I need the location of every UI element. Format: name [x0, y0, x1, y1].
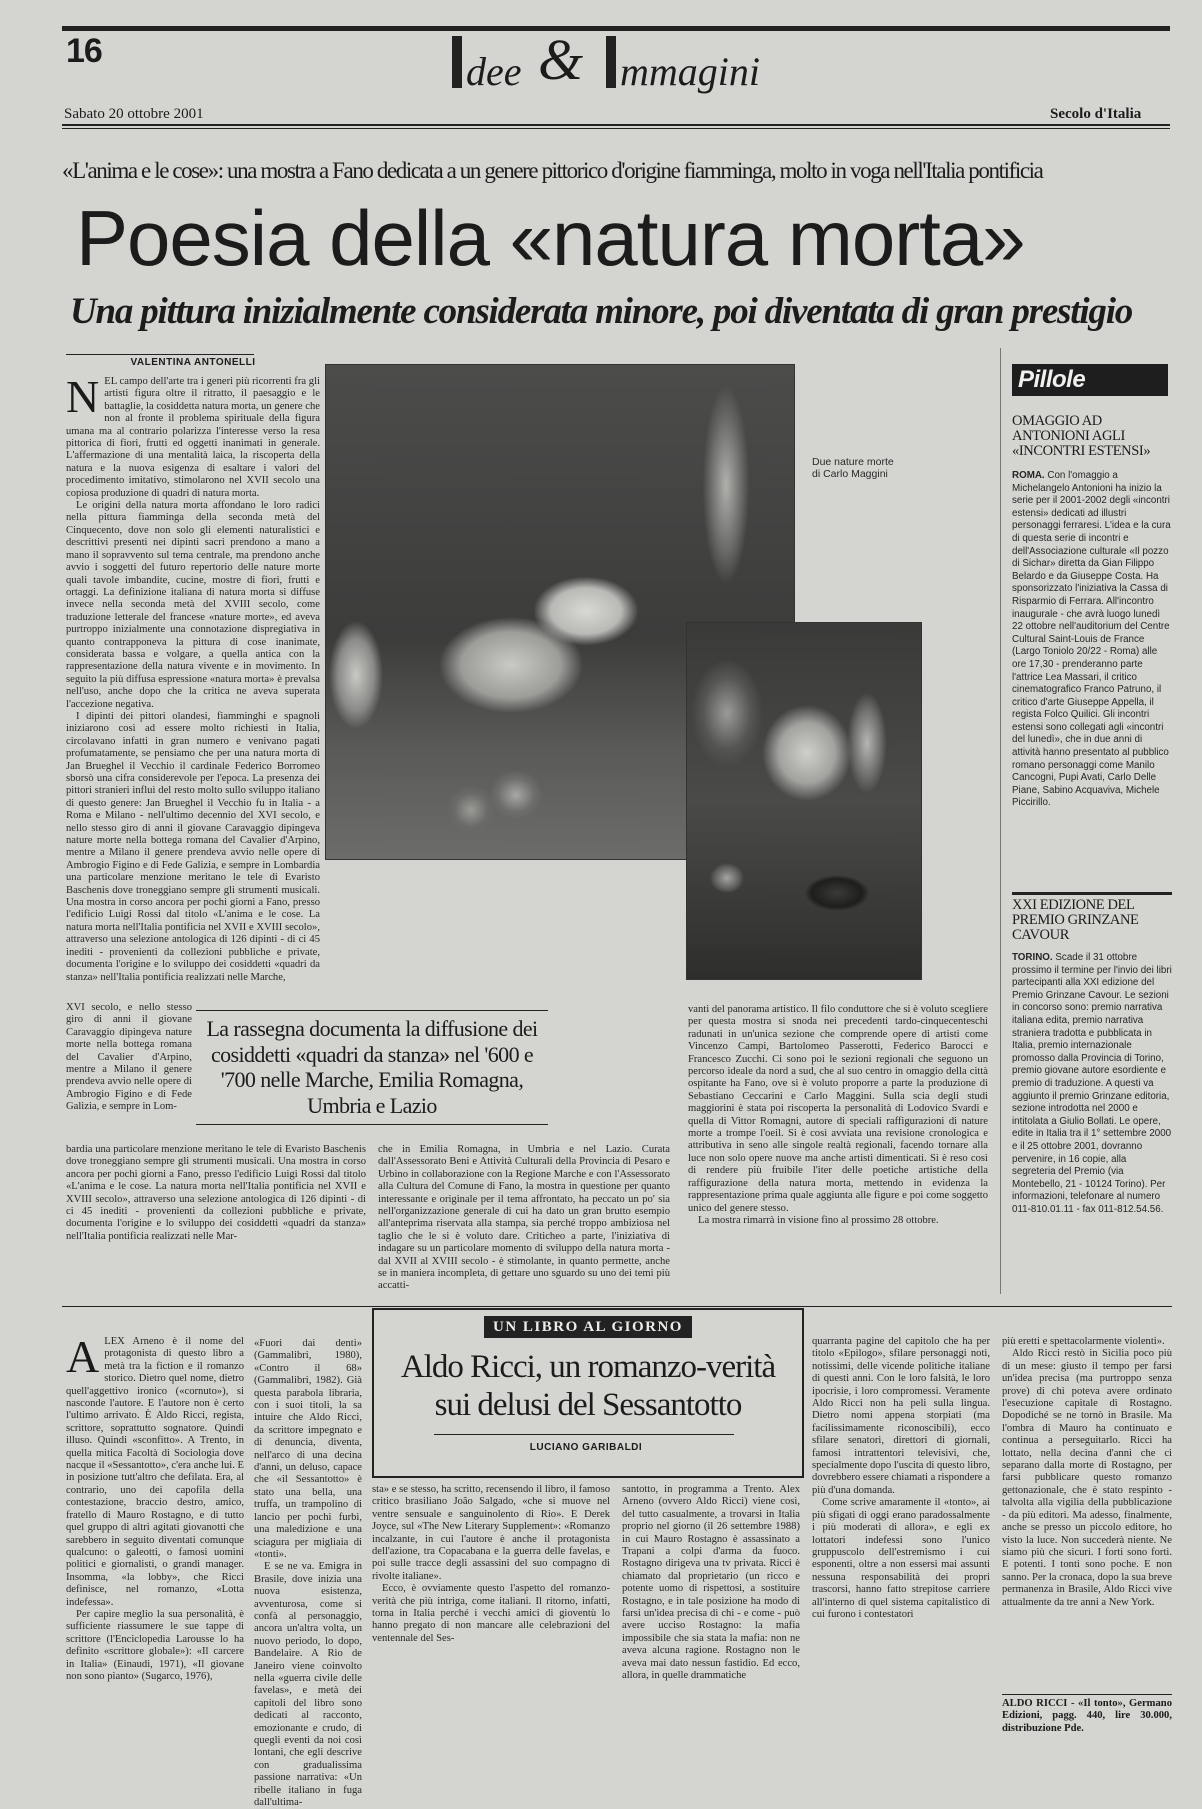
book-column-6-p2: Aldo Ricci restò in Sicilia poco più di un mese: giusto il tempo per farsi un'idea precisa (ma purtroppo senza prove) di chi poteva avere ordinato l'esecuzione capitale di Rostagno. Dopodiché se ne tornò in Brasile. Ma l'ombra di Mauro ha continuato e continua a perseguitarlo. Ricci ha lottato, nella decina d'anni che ci separano dalla morte di Rostagno, per farsi pubblicare questo romanzo gettonazionale, che è stato respinto - talvolta alla vigilia della pubblicazione - da più editori. Ma adesso, finalmente, anche se presso un piccolo editore, ho visto la luce. Non succederà niente. Ne siamo più che sicuri. I forti sono forti. E potenti. I tonti sono poche. E non sanno. Per la cronaca, dopo la sua breve permanenza in Brasile, Aldo Ricci vive attualmente da tre anni a New York.: [1002, 1348, 1172, 1608]
subheadline: Una pittura inizialmente considerata minore, poi diventata di gran prestigio: [70, 291, 1133, 332]
section-title: [452, 27, 832, 100]
sidebar-title-box: [1012, 364, 1168, 396]
byline-rule: [66, 354, 254, 355]
article-paragraph-2: Le origini della natura morta affondano le loro radici nella pittura fiamminga della seconda metà del Cinquecento, dove non solo gli elementi naturalistici e descrittivi presenti nei dipinti sacri prendono a mano a mano il sopravvento sul tema centrale, ma prendono anche avvio i soggetti del futuro repertorio delle nature morte quali tavole imbandite, cucine, mostre di fiori, frutti e ortaggi. La definizione italiana di natura morta si diffuse invece nella seconda metà del XVIII secolo, come traduzione letterale del francese «nature morte», ed aveva purtroppo inizialmente una connotazione dispregiativa in quanto contrapponeva la pittura di cose inanimate, considerata bassa e volgare, a quella antica con la rappresentazione della natura vivente e in movimento. In seguito la più diffusa espressione «natura morta» è prevalsa nell'uso, anche dopo che la critica ne aveva superata l'accezione negativa.: [66, 500, 320, 710]
article-column-1: [66, 371, 320, 1002]
page-number: 16: [66, 32, 102, 70]
section-title-bar-2: [606, 36, 616, 88]
headline: Poesia della «natura morta»: [76, 194, 1025, 282]
pullquote: La rassegna documenta la diffusione dei cosiddetti «quadri da stanza» nel '600 e '700 nelle Marche, Emilia Romagna, Umbria e Lazio: [206, 1016, 538, 1118]
book-column-2: [254, 1338, 362, 1809]
sidebar-title: Pillole: [1018, 366, 1086, 393]
book-column-3-text: sta» e se stesso, ha scritto, recensendo il libro, il famoso critico brasiliano João Salgado, «che si muove nel ventre sensuale e sanguinolento di Rio». E Derek Joyce, sul «The New Literary Supplement»: «Romanzo incalzante, in cui l'autore è anche il protagonista dell'azione, tra Copacabana e la guerra delle favelas, e poi sulle tracce degli assassini del suo compagno di rivolte italiane».: [372, 1484, 610, 1582]
section-title-part2: mmagini: [620, 49, 760, 94]
book-column-4: santotto, in programma a Trento. Alex Arneno (ovvero Aldo Ricci) viene così, del tutto casualmente, a trovarsi in Italia proprio nel giorno (il 26 settembre 1988) in cui Mauro Rostagno è assassinato a Trapani a colpi d'arma da fuoco. Rostagno dirigeva una tv privata. Ricci è chiamato dal proprietario (un ricco e potente uomo di rispettosi, a sostituire Rostagno, e in tale posizione ha modo di farsi un'idea precisa di chi - e come - può avere ucciso Rostagno: la mafia impossibile che sia stata la mafia: non ne aveva alcuna ragione. Rostagno non le aveva mai dato nessun fastidio. Ed ecco, allora, in quelle drammatiche: [622, 1484, 800, 1682]
book-section-top-rule: [62, 1306, 1172, 1307]
sidebar-item-2-text: Scade il 31 ottobre prossimo il termine per l'invio dei libri partecipanti alla XXI edizione del Premio Grinzane Cavour. Le sezioni in concorso sono: premio narrativa italiana edita, premio narrativa straniera tradotta e pubblicata in Italia, premio internazionale promosso dalla Provincia di Torino, premio giovane autore esordiente e premio di traduzione. A questi va aggiunto il premio Grinzane editoria, sezione introdotta nel 2000 e intitolata a Giulio Bollati. Le opere, edite in Italia tra il 1° settembre 2000 e il 25 ottobre 2001, dovranno pervenire, in 16 copie, alla segreteria del Premio (via Montebello, 21 - 10124 Torino). Per informazioni, telefonare al numero 011-810.01.11 - fax 011-812.54.56.: [1012, 952, 1172, 1215]
still-life-painting-2: [686, 622, 922, 980]
dropcap: N: [66, 371, 100, 422]
kicker: «L'anima e le cose»: una mostra a Fano dedicata a un genere pittorico d'origine fiamminga, molto in voga nell'Italia pontificia: [62, 158, 1043, 183]
book-column-2-text: «Fuori dai denti» (Gammalibri, 1980), «Contro il 68» (Gammalibri, 1982). Già questa parabola libraria, con i suoi titoli, la sa intuire che Aldo Ricci, da scrittore impegnato e di denuncia, diventa, nell'arco di una decina d'anni, un deluso, capace che «il Sessantotto» è stato una bella, una truffa, un trampolino di lancio per pochi furbi, una maledizione e una sciagura per migliaia di «tonti».: [254, 1338, 362, 1560]
article-column-3-text: vanti del panorama artistico. Il filo conduttore che si è voluto scegliere per questa mostra si snoda nei precedenti tardo-cinquecenteschi radunati in un'unica sezione che comprende opere di artisti come Vincenzo Campi, Bartolomeo Passerotti, Federico Barocci e Francesco Zucchi. Ci sono poi le sezioni regionali che seguono un percorso ideale da nord a sud, che al suo centro in omaggio della città ospitante ha Fano, ove si è voluto proporre a parte la produzione di Sebastiano Ceccarini e Carlo Maggini. Sulla scia degli studi maggiorini è stata poi riscoperta la personalità di Lodovico Svardi e quella di Vittor Romagni, autore di speciali raffigurazioni di nature morte a trompe l'oeil. Si è così avviata una revisione cronologica e attributiva in seno alle singole realtà regionali, facendo tornare alla luce non solo opere nuove ma anche artisti dimenticati. Si è reso così di rendere più fruibile l'iter delle poetiche artistiche della raffigurazione della natura morta, mettendo in evidenza la rappresentazione prima quale aggiunta alle figure e poi come soggetto unico del genere stesso.: [688, 1004, 988, 1214]
article-column-3: [688, 1004, 988, 1272]
pullquote-bottom-rule: [196, 1124, 548, 1125]
pullquote-top-rule: [196, 1010, 548, 1011]
book-byline: LUCIANO GARIBALDI: [529, 1442, 643, 1453]
masthead-bottom-rule: [62, 124, 1170, 126]
book-column-1-text: LEX Arneno è il nome del protagonista di questo libro a metà tra la fiction e il romanzo storico. Dietro quel nome, dietro quell'aggettivo ironico («cornuto»), si nasconde l'autore. E l'autore non è certo l'ultimo arrivato. È Aldo Ricci, regista, scrittore, soprattutto sognatore. Quindi illuso. Quindi «sconfitto». A Trento, in quella mitica Facoltà di Sociologia dove nacque il «Sessantotto», c'era anche lui. E in posizione tutt'altro che defilata. Era, al contrario, uno dei capofila della contestazione, braccio destro, amico, fratello di Mauro Rostagno, e di tutto quel gruppo di altri agitati giovanotti che sarebbero in seguito diventati comunque qualcuno: o galeotti, o famosi uomini politici e giornalisti, o grandi manager. Insomma, «la lobby», che Ricci definisce, nel romanzo, «Lotta indefessa».: [66, 1336, 244, 1608]
sidebar-item-1-text: Con l'omaggio a Michelangelo Antonioni ha inizio la serie per il 2001-2002 degli «incontri estensi» dedicati ad illustri personaggi ferraresi. L'idea e la cura di questa serie di incontri e dell'Associazione culturale «Il pozzo di Sichar» diretta da Gian Filippo Belardo e da Giuseppe Costa. Ha sponsorizzato l'iniziativa la Cassa di Risparmio di Ferrara. All'incontro inaugurale - che avrà luogo lunedì 22 ottobre nell'auditorium del Centre Cultural Saint-Louis de France (Largo Toniolo 20/22 - Roma) alle ore 17,30 - prenderanno parte l'attrice Lea Massari, il critico cinematografico Franco Patruno, il critico d'arte Giuseppe Appella, il regista Folco Quilici. Gli incontri estensi sono collegati agli «incontri del lunedì», che in due anni di attività hanno presentato al pubblico romano personaggi come Manilo Cancogni, Pupi Avati, Carlo Delle Piane, Sabino Acquaviva, Michele Piccirillo.: [1012, 470, 1171, 809]
book-column-5: [812, 1336, 990, 1742]
sidebar-item-divider: [1012, 892, 1172, 895]
section-title-part1: dee: [466, 49, 522, 94]
book-headline: Aldo Ricci, un romanzo-verità sui delusi del Sessantotto: [400, 1349, 776, 1423]
book-column-2-p2: E se ne va. Emigra in Brasile, dove inizia una nuova esistenza, avventurosa, come si confà al personaggio, ancora un'altra volta, un nuovo periodo, lo dopo, Bandelaire. A Rio de Janeiro viene coinvolto nella «guerra civile delle favelas», e metà dei capitoli del libro sono dedicati al racconto, emozionante e crudo, di quegli eventi da noi così lontani, che egli descrive con gradualissima passione narrativa: «Un ribelle italiano in fuga dall'ultima-: [254, 1561, 362, 1809]
book-column-3: [372, 1484, 610, 1742]
article-paragraph-1: EL campo dell'arte tra i generi più ricorrenti fra gli artisti figura oltre il ritratto, il paesaggio e le battaglie, la cosiddetta natura morta, un genere che non al fronte il problema spirituale della figura umana ma al contrario polarizza l'interesse verso la resa pittorica di fiori, frutti ed oggetti inanimati in generale. L'affermazione di una mentalità laica, la riscoperta della natura e la nuova esigenza di esaltare i valori del procedimento imitativo, stimolarono nel XVII secolo una copiosa produzione di quadri di natura morta.: [66, 376, 320, 499]
article-paragraph-3: I dipinti dei pittori olandesi, fiamminghi e spagnoli iniziarono così ad essere molto richiesti in Italia, circolavano infatti in gran numero e venivano pagati profumatamente, se pensiamo che per una natura morta di Jan Brueghel il Vecchio il cardinale Federico Borromeo sborsò una cifra considerevole per l'epoca. La presenza dei pittori stranieri influì del resto molto sullo sviluppo italiano di questo genere: Jan Brueghel il Vecchio fu in Italia - a Roma e Milano - nell'ultimo decennio del XVI secolo, e nello stesso giro di anni il giovane Caravaggio dipingeva nature morte nella bottega romana del Cavalier d'Arpino, mentre a Milano il genere prendeva avvio nelle opere di Ambrogio Figino e di Fede Galizia, e sempre in Lombardia una particolare menzione meritano le tele di Evaristo Baschenis dove troneggiano sempre gli strumenti musicali. Una mostra in corso ancora per pochi giorni a Fano, presso l'edificio Luigi Rossi dal titolo «L'anima e le cose. La natura morta nell'Italia pontificia nel XVII e XVIII secolo», attraverso una selezione antologica di 126 dipinti - di ci 45 inediti - provenienti da collezioni pubbliche e private, documenta l'origine e lo sviluppo dei cosiddetti «quadri da stanza» nell'Italia pontificia realizzati nelle Marche,: [66, 710, 320, 983]
book-column-5-text: quarranta pagine del capitolo che ha per titolo «Epilogo», sfilare personaggi noti, notissimi, delle vicende politiche italiane di questi anni. Con le loro falsità, le loro ipocrisie, i loro compromessi. Veramente Aldo Ricci non ha peli sulla lingua. Dietro nomi appena storpiati (ma facilissimamente riconoscibili), ecco sfilare senatori, direttori di giornali, famosi intrattentori televisivi, che, specialmente dopo l'uscita di questo libro, dovrebbero essere chiamati a rispondere a più d'una domanda.: [812, 1336, 990, 1496]
book-column-5-p2: Come scrive amaramente il «tonto», ai più sfigati di oggi erano paradossalmente i più moderati di allora», e egli ex lottatori indefessi sono l'unico gruppuscolo dell'estremismo i cui esponenti, oltre a non essersi mai assunti nessuna responsabilità dei propri trascorsi, hanno fatto strepitose carriere all'interno di quel sistema capitalistico di cui furono i contestatori: [812, 1497, 990, 1620]
book-column-6: [1002, 1336, 1172, 1692]
sidebar-item-1-head: OMAGGIO AD ANTONIONI AGLI «INCONTRI ESTENSI»: [1012, 413, 1151, 459]
book-column-1-p2: Per capire meglio la sua personalità, è sufficiente riassumere le sue tappe di scrittore (l'Enciclopedia Larousse lo ha definito «scrittore globale»): «Il carcere in Italia» (Einaudi, 1971), «Il giovane non sono pianto» (Sugarco, 1976),: [66, 1608, 244, 1682]
book-headline-box: [372, 1308, 804, 1478]
book-banner: UN LIBRO AL GIORNO: [484, 1316, 692, 1338]
book-info-rule: [1002, 1694, 1172, 1695]
book-byline-rule: [434, 1434, 734, 1435]
article-column-3-end: La mostra rimarrà in visione fino al prossimo 28 ottobre.: [698, 1214, 939, 1226]
book-dropcap: A: [66, 1331, 100, 1382]
sidebar-item-1-body: [1012, 470, 1172, 920]
book-column-1: [66, 1331, 244, 1742]
sidebar-item-2-lead: TORINO.: [1012, 952, 1053, 963]
section-title-ampersand: &: [538, 27, 584, 92]
article-column-2: che in Emilia Romagna, in Umbria e nel Lazio. Curata dall'Assessorato Beni e Attività Culturali della Provincia di Pesaro e Urbino in collaborazione con la Regione Marche e con l'Assessorato alla Cultura del Comune di Fano, la mostra in questione per quanto interessante e originale per il tema affrontato, ha peccato un po' sia nell'organizzazione generale di cui ha dato un gran brutto esempio all'anteprima riservata alla stampa, sia perché troppo ambiziosa nel taglio che le si è voluto dare. Criticheo a parte, l'iniziativa di indagare su un particolare momento di sviluppo della natura morta - dal XVII al XVIII secolo - è stimolante, in quanto permette, anche se in maniera incompleta, di gettare uno sguardo su uno dei temi più accatti-: [378, 1144, 670, 1292]
issue-date: Sabato 20 ottobre 2001: [64, 106, 204, 122]
article-column-1-continued: [66, 1002, 192, 1142]
masthead-bottom-rule-2: [62, 128, 1170, 129]
byline: VALENTINA ANTONELLI: [130, 357, 256, 368]
book-column-6-text: più eretti e spettacolarmente violenti».: [1002, 1336, 1165, 1347]
book-info: ALDO RICCI - «Il tonto», Germano Edizioni, pagg. 440, lire 30.000, distribuzione Pde.: [1002, 1698, 1172, 1734]
sidebar-item-1-lead: ROMA.: [1012, 470, 1045, 481]
paper-name: Secolo d'Italia: [1050, 106, 1142, 122]
sidebar-divider: [1000, 348, 1001, 1294]
article-column-2-top: [552, 1006, 670, 1136]
photo-caption: Due nature morte di Carlo Maggini: [812, 456, 894, 480]
book-column-3-p2: Ecco, è ovviamente questo l'aspetto del romanzo-verità che più intriga, come italiani. Il ritorno, infatti, torna in Italia perché i vecchi amici di gioventù lo hanno pregato di non mancare alle celebrazioni del ventennale del Ses-: [372, 1583, 610, 1644]
sidebar-item-2-head: XXI EDIZIONE DEL PREMIO GRINZANE CAVOUR: [1012, 897, 1139, 943]
section-title-bar-1: [452, 36, 462, 88]
article-paragraph-3-continued: XVI secolo, e nello stesso giro di anni il giovane Caravaggio dipingeva nature morte nella bottega romana del Cavalier d'Arpino, mentre a Milano il genere prendeva avvio nelle opere di Ambrogio Figino e di Fede Galizia, e sempre in Lom-: [66, 1002, 192, 1113]
sidebar-item-2-body: [1012, 952, 1172, 1286]
article-column-1-bottom: bardia una particolare menzione meritano le tele di Evaristo Baschenis dove troneggiano sempre gli strumenti musicali. Una mostra in corso ancora per pochi giorni a Fano, presso l'edificio Luigi Rossi dal titolo «L'anima e le cose. La natura morta nell'Italia pontificia nel XVII e XVIII secolo», attraverso una selezione antologica di 126 dipinti - di ci 45 inediti - provenienti da collezioni pubbliche e private, documenta l'origine e lo sviluppo dei cosiddetti «quadri da stanza» nell'Italia pontificia realizzati nelle Mar-: [66, 1144, 366, 1242]
